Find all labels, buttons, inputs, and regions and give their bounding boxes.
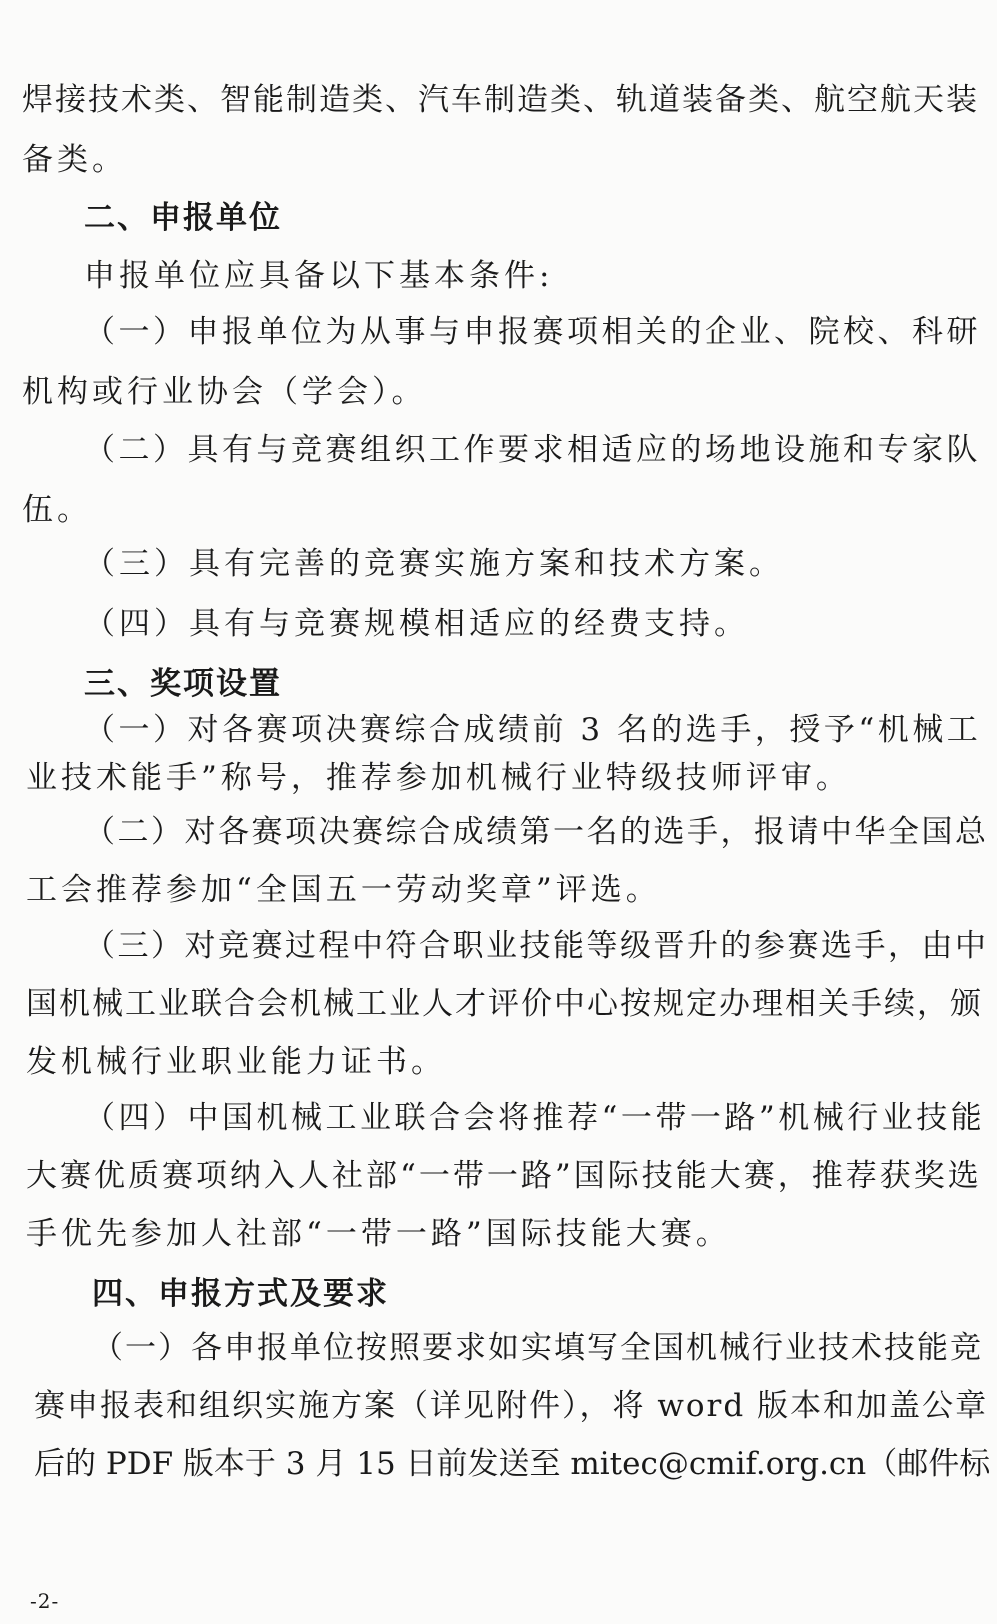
body-line: 焊接技术类、智能制造类、汽车制造类、轨道装备类、航空航天装 [22,82,979,118]
body-line: 后的 PDF 版本于 3 月 15 日前发送至 mitec@cmif.org.cn（邮件标 [34,1446,991,1482]
body-line: （四）中国机械工业联合会将推荐“一带一路”机械行业技能 [84,1100,986,1136]
page-number: -2- [30,1589,60,1613]
body-line: 国机械工业联合会机械工业人才评价中心按规定办理相关手续，颁 [26,986,983,1022]
body-line: （三）对竞赛过程中符合职业技能等级晋升的参赛选手，由中 [84,928,989,964]
section-heading: 三、奖项设置 [84,666,282,702]
section-heading: 二、申报单位 [84,200,282,236]
body-line: （二）具有与竞赛组织工作要求相适应的场地设施和专家队 [84,432,981,468]
body-line: 备类。 [22,142,127,178]
body-line: （二）对各赛项决赛综合成绩第一名的选手，报请中华全国总 [84,814,989,850]
body-line: 发机械行业职业能力证书。 [26,1044,446,1080]
body-line: 赛申报表和组织实施方案（详见附件），将 word 版本和加盖公章 [34,1388,989,1424]
section-heading: 四、申报方式及要求 [92,1276,389,1312]
body-line: 大赛优质赛项纳入人社部“一带一路”国际技能大赛，推荐获奖选 [26,1158,982,1194]
body-line: （一）申报单位为从事与申报赛项相关的企业、院校、科研 [84,314,981,350]
body-line: （三）具有完善的竞赛实施方案和技术方案。 [84,546,784,582]
body-line: 业技术能手”称号，推荐参加机械行业特级技师评审。 [26,760,851,796]
body-line: 伍。 [22,492,92,528]
body-line: 申报单位应具备以下基本条件: [84,258,554,294]
body-line: （四）具有与竞赛规模相适应的经费支持。 [84,606,749,642]
body-line: 手优先参加人社部“一带一路”国际技能大赛。 [26,1216,731,1252]
body-line: 机构或行业协会（学会）。 [22,374,427,410]
body-line: （一）各申报单位按照要求如实填写全国机械行业技术技能竞 [92,1330,983,1366]
body-line: （一）对各赛项决赛综合成绩前 3 名的选手，授予“机械工 [84,712,982,748]
body-line: 工会推荐参加“全国五一劳动奖章”评选。 [26,872,661,908]
